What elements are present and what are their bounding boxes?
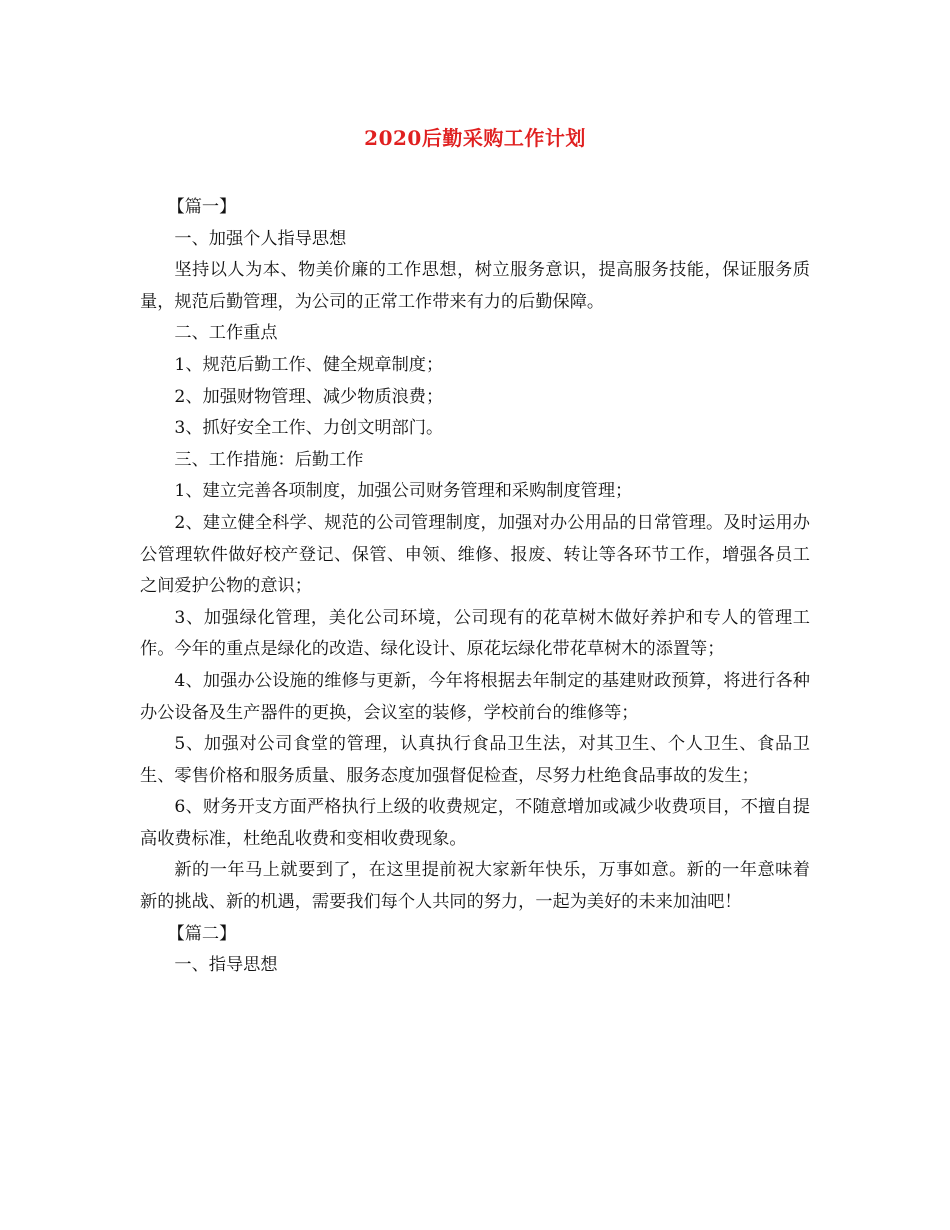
heading-work-focus: 二、工作重点 [174, 323, 278, 344]
measure-item-4: 4、加强办公设施的维修与更新，今年将根据去年制定的基建财政预算，将进行各种办公设备及生产器件的更换，会议室的装修，学校前台的维修等； [140, 670, 810, 723]
measure-item-3: 3、加强绿化管理，美化公司环境，公司现有的花草树木做好养护和专人的管理工作。今年的重点是绿化的改造、绿化设计、原花坛绿化带花草树木的添置等； [140, 607, 810, 660]
section-heading-part-two: 【篇二】 [167, 923, 237, 944]
focus-item-2: 2、加强财物管理、减少物质浪费； [174, 386, 444, 407]
measure-item-5: 5、加强对公司食堂的管理，认真执行食品卫生法，对其卫生、个人卫生、食品卫生、零售价格和服务质量、服务态度加强督促检查，尽努力杜绝食品事故的发生； [140, 734, 810, 786]
document-body [140, 192, 810, 982]
heading-guiding-thought: 一、加强个人指导思想 [174, 228, 347, 249]
measure-item-6: 6、财务开支方面严格执行上级的收费规定，不随意增加或减少收费项目，不擅自提高收费标准，杜绝乱收费和变相收费现象。 [140, 797, 810, 849]
closing-paragraph: 新的一年马上就要到了，在这里提前祝大家新年快乐，万事如意。新的一年意味着新的挑战、新的机遇，需要我们每个人共同的努力，一起为美好的未来加油吧！ [140, 860, 810, 913]
measure-item-1: 1、建立完善各项制度，加强公司财务管理和采购制度管理； [174, 481, 633, 502]
measure-item-2: 2、建立健全科学、规范的公司管理制度，加强对办公用品的日常管理。及时运用办公管理软件做好校产登记、保管、申领、维修、报废、转让等各环节工作，增强各员工之间爱护公物的意识； [140, 512, 810, 597]
document-title: 2020后勤采购工作计划 [364, 126, 586, 150]
focus-item-3: 3、抓好安全工作、力创文明部门。 [174, 418, 444, 439]
section-heading-part-one: 【篇一】 [167, 197, 237, 217]
heading-work-measures: 三、工作措施：后勤工作 [174, 449, 364, 470]
paragraph-guiding-thought: 坚持以人为本、物美价廉的工作思想，树立服务意识，提高服务技能，保证服务质量，规范后勤管理，为公司的正常工作带来有力的后勤保障。 [140, 260, 810, 312]
focus-item-1: 1、规范后勤工作、健全规章制度； [174, 354, 444, 375]
heading-guiding-thought-2: 一、指导思想 [174, 955, 278, 976]
